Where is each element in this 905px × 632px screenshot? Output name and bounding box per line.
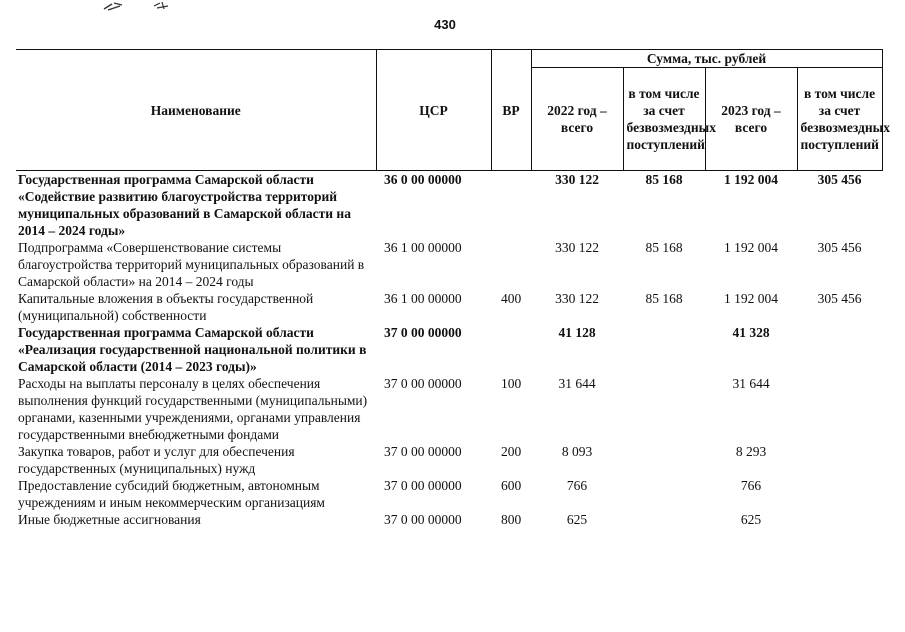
row-vr — [491, 239, 531, 290]
row-2023-total: 31 644 — [732, 376, 770, 391]
page-number: 430 — [434, 17, 456, 32]
row-2022-total: 766 — [566, 478, 588, 493]
scan-mark — [102, 0, 182, 14]
row-2022-total: 8 093 — [561, 444, 593, 459]
row-name: Предоставление субсидий бюджетным, автономным учреждениям и иным некоммерческим организациям — [18, 478, 325, 510]
row-2022-free — [623, 511, 705, 528]
table-row — [16, 171, 882, 240]
header-csr: ЦСР — [376, 50, 491, 171]
row-csr: 36 1 00 00000 — [384, 240, 462, 255]
table-row — [16, 239, 882, 290]
row-2023-free — [797, 443, 882, 477]
row-name: Государственная программа Самарской области «Содействие развитию благоустройства территорий муниципальных образований в Самарской области на 2014 – 2024 годы» — [18, 172, 351, 238]
row-2023-total: 1 192 004 — [724, 240, 778, 255]
table-row — [16, 443, 882, 477]
row-2023-total: 1 192 004 — [724, 172, 778, 187]
row-csr: 36 0 00 00000 — [384, 172, 462, 187]
row-vr: 100 — [501, 376, 522, 391]
row-name: Подпрограмма «Совершенствование системы благоустройства территорий муниципальных образований в Самарской области» на 2014 – 2024 годы — [18, 240, 365, 289]
row-2023-free — [797, 324, 882, 375]
row-2022-free — [623, 324, 705, 375]
row-2023-free — [797, 511, 882, 528]
row-2022-free — [623, 477, 705, 511]
header-2023-free: в том числе за счет безвозмездных поступлений — [797, 68, 882, 171]
row-vr: 800 — [501, 512, 522, 527]
row-2023-free: 305 456 — [817, 291, 862, 306]
row-2023-total: 1 192 004 — [724, 291, 778, 306]
row-csr: 37 0 00 00000 — [384, 376, 462, 391]
table-row — [16, 375, 882, 443]
row-name: Закупка товаров, работ и услуг для обеспечения государственных (муниципальных) нужд — [18, 444, 295, 476]
budget-table — [16, 49, 890, 528]
row-2022-free — [623, 375, 705, 443]
table-row — [16, 290, 882, 324]
row-2022-total: 330 122 — [555, 172, 599, 187]
header-name: Наименование — [16, 50, 376, 171]
row-2023-total: 41 328 — [732, 325, 770, 340]
header-2022-free: в том числе за счет безвозмездных поступлений — [623, 68, 705, 171]
row-name: Государственная программа Самарской области «Реализация государственной национальной политики в Самарской области (2014 – 2023 годы)» — [18, 325, 367, 374]
row-name: Капитальные вложения в объекты государственной (муниципальной) собственности — [18, 291, 314, 323]
row-vr — [491, 324, 531, 375]
table-row — [16, 511, 882, 528]
row-2022-total: 625 — [566, 512, 588, 527]
row-csr: 37 0 00 00000 — [384, 478, 462, 493]
row-2022-free: 85 168 — [645, 172, 683, 187]
row-2023-total: 8 293 — [735, 444, 767, 459]
row-2023-free: 305 456 — [817, 240, 862, 255]
row-2023-total: 766 — [740, 478, 762, 493]
row-2023-free — [797, 477, 882, 511]
table-header — [16, 50, 890, 171]
row-vr — [491, 171, 531, 240]
row-name: Расходы на выплаты персоналу в целях обеспечения выполнения функций государственными (муниципальными) органами, казенными учреждениями, органами управления государственными внебюджетными фондами — [18, 376, 368, 442]
row-csr: 37 0 00 00000 — [384, 512, 462, 527]
header-vr: ВР — [491, 50, 531, 171]
row-2023-free: 305 456 — [817, 172, 862, 187]
row-vr: 600 — [501, 478, 522, 493]
row-csr: 37 0 00 00000 — [384, 325, 462, 340]
row-2022-total: 330 122 — [555, 240, 599, 255]
header-sum-group: Сумма, тыс. рублей — [531, 50, 882, 68]
row-2022-total: 31 644 — [558, 376, 596, 391]
table-row — [16, 477, 882, 511]
row-2023-free — [797, 375, 882, 443]
row-2022-free: 85 168 — [645, 291, 683, 306]
row-2022-total: 41 128 — [558, 325, 596, 340]
row-vr: 400 — [501, 291, 522, 306]
header-2023-total: 2023 год – всего — [705, 68, 797, 171]
row-csr: 37 0 00 00000 — [384, 444, 462, 459]
row-csr: 36 1 00 00000 — [384, 291, 462, 306]
header-2022-total: 2022 год – всего — [531, 68, 623, 171]
row-2022-free — [623, 443, 705, 477]
row-vr: 200 — [501, 444, 522, 459]
row-2022-free: 85 168 — [645, 240, 683, 255]
table-row — [16, 324, 882, 375]
row-2023-total: 625 — [740, 512, 762, 527]
row-2022-total: 330 122 — [555, 291, 599, 306]
table-body — [16, 171, 882, 529]
row-name: Иные бюджетные ассигнования — [18, 512, 201, 527]
